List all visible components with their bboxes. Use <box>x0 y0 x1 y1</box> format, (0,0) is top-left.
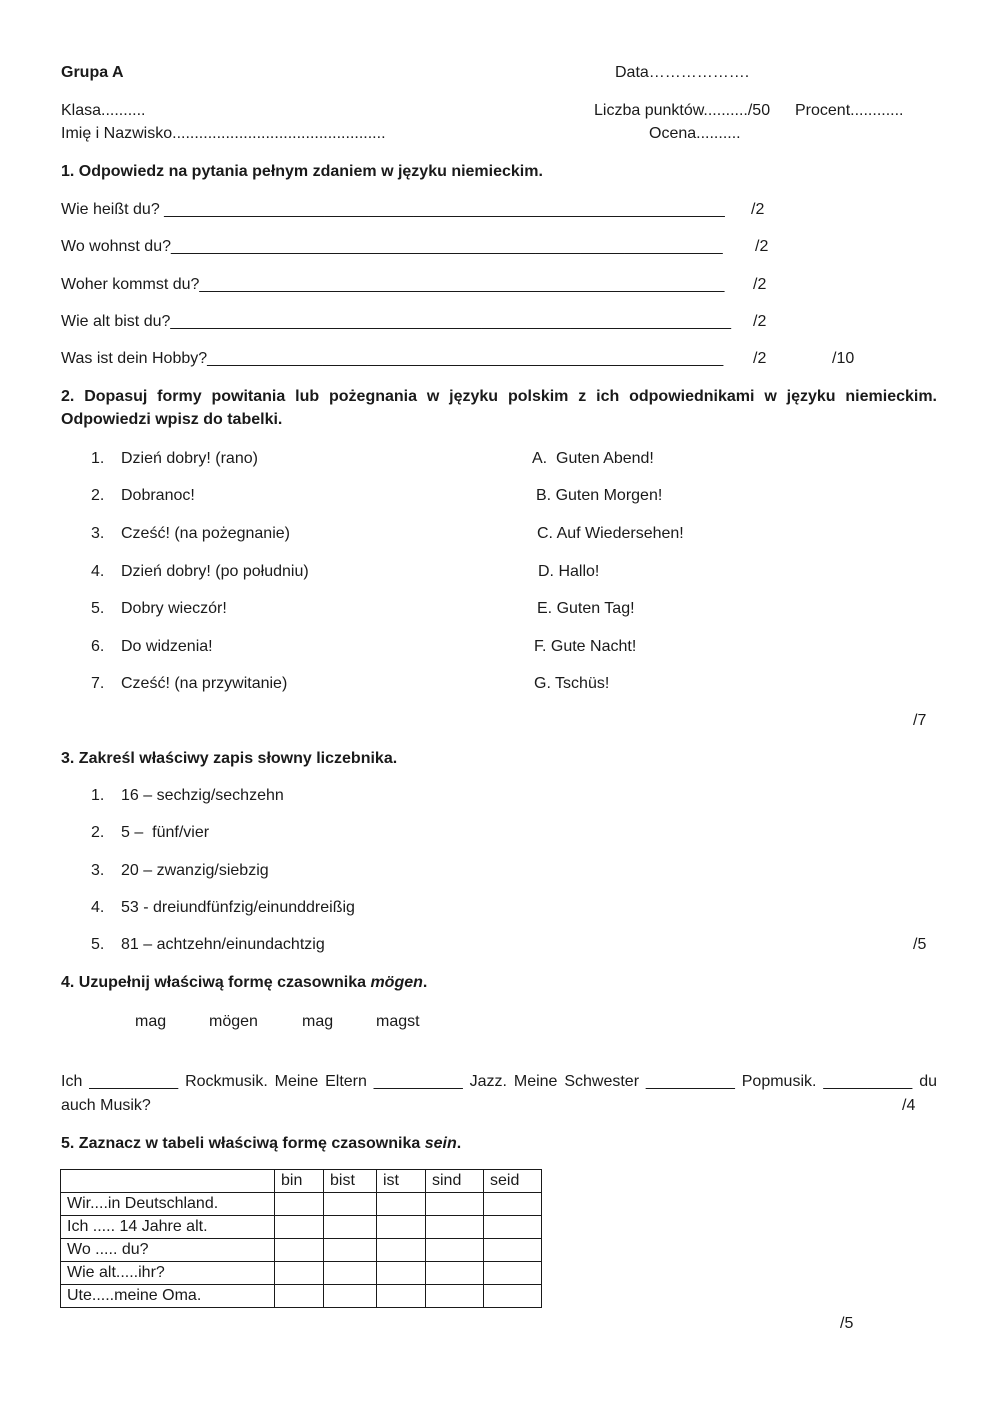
table-row <box>61 1262 542 1285</box>
task3-num-2: 2. <box>91 824 105 841</box>
answer-cell[interactable] <box>324 1239 377 1262</box>
task2-right-item-a: A. Guten Abend! <box>532 450 654 467</box>
task2-left-num-2: 2. <box>91 487 105 504</box>
task1-total: /10 <box>832 350 855 367</box>
task1-question-4[interactable]: Wie alt bist du?_______________________________________________________________ <box>61 313 731 330</box>
task2-title-line2: Odpowiedzi wpisz do tabelki. <box>61 411 283 428</box>
task2-right-item-d: D. Hallo! <box>538 563 600 580</box>
answer-cell[interactable] <box>426 1239 484 1262</box>
column-header-bist: bist <box>324 1170 377 1193</box>
task2-left-num-5: 5. <box>91 600 105 617</box>
column-header-sind: sind <box>426 1170 484 1193</box>
row-sentence: Wo ..... du? <box>61 1239 275 1262</box>
task3-num-1: 1. <box>91 787 105 804</box>
task1-title: 1. Odpowiedz na pytania pełnym zdaniem w języku niemieckim. <box>61 163 543 180</box>
percent-field[interactable]: Procent............ <box>795 102 904 119</box>
task2-left-num-3: 3. <box>91 525 105 542</box>
task4-title-verb: mögen <box>370 974 423 991</box>
task2-right-item-f: F. Gute Nacht! <box>534 638 637 655</box>
task2-left-item-7: Cześć! (na przywitanie) <box>121 675 288 692</box>
task1-points-5: /2 <box>753 350 767 367</box>
task4-title <box>61 973 427 993</box>
name-field[interactable]: Imię i Nazwisko................................................ <box>61 125 386 142</box>
task1-points-2: /2 <box>755 238 769 255</box>
task4-word-1: mag <box>135 1013 167 1030</box>
task5-title <box>61 1134 461 1154</box>
group-label: Grupa A <box>61 64 124 81</box>
answer-cell[interactable] <box>377 1239 426 1262</box>
task2-left-item-6: Do widzenia! <box>121 638 213 655</box>
task2-right-item-b: B. Guten Morgen! <box>536 487 663 504</box>
task2-left-item-3: Cześć! (na pożegnanie) <box>121 525 290 542</box>
task5-title-verb: sein <box>424 1135 457 1152</box>
task5-total: /5 <box>840 1315 854 1332</box>
answer-cell[interactable] <box>426 1193 484 1216</box>
column-header-seid: seid <box>484 1170 542 1193</box>
task3-item-3[interactable]: 20 – zwanzig/siebzig <box>121 862 269 879</box>
task1-points-3: /2 <box>753 276 767 293</box>
answer-cell[interactable] <box>324 1216 377 1239</box>
task1-question-3[interactable]: Woher kommst du?___________________________________________________________ <box>61 276 725 293</box>
task2-title: 2. Dopasuj formy powitania lub pożegnania w języku polskim z ich odpowiednikami w języku niemieckim. <box>61 388 937 405</box>
task2-right-item-g: G. Tschüs! <box>534 675 610 692</box>
task1-question-5[interactable]: Was ist dein Hobby?__________________________________________________________ <box>61 350 724 367</box>
task4-word-3: mag <box>302 1013 334 1030</box>
table-row <box>61 1285 542 1308</box>
class-field[interactable]: Klasa.......... <box>61 102 146 119</box>
task2-left-num-4: 4. <box>91 563 105 580</box>
table-row <box>61 1239 542 1262</box>
sein-table <box>60 1169 542 1308</box>
answer-cell[interactable] <box>275 1285 324 1308</box>
answer-cell[interactable] <box>426 1262 484 1285</box>
row-sentence: Wir....in Deutschland. <box>61 1193 275 1216</box>
grade-field[interactable]: Ocena.......... <box>649 125 741 142</box>
answer-cell[interactable] <box>275 1216 324 1239</box>
task4-word-2: mögen <box>209 1013 258 1030</box>
row-sentence: Ute.....meine Oma. <box>61 1285 275 1308</box>
table-row <box>61 1193 542 1216</box>
task2-right-item-e: E. Guten Tag! <box>537 600 635 617</box>
task1-points-4: /2 <box>753 313 767 330</box>
task2-left-item-1: Dzień dobry! (rano) <box>121 450 258 467</box>
answer-cell[interactable] <box>484 1193 542 1216</box>
points-field[interactable]: Liczba punktów........../50 <box>594 102 771 119</box>
answer-cell[interactable] <box>275 1262 324 1285</box>
task4-sentence-line1[interactable]: Ich __________ Rockmusik. Meine Eltern __________ Jazz. Meine Schwester __________ Popmusik. __________ du <box>61 1073 937 1090</box>
answer-cell[interactable] <box>324 1285 377 1308</box>
table-corner-cell <box>61 1170 275 1193</box>
task3-total: /5 <box>913 936 927 953</box>
task4-title-prefix: 4. Uzupełnij właściwą formę czasownika <box>61 974 371 991</box>
task3-num-3: 3. <box>91 862 105 879</box>
task3-num-5: 5. <box>91 936 105 953</box>
task3-title: 3. Zakreśl właściwy zapis słowny liczebnika. <box>61 750 398 767</box>
answer-cell[interactable] <box>377 1285 426 1308</box>
answer-cell[interactable] <box>484 1285 542 1308</box>
task5-title-suffix: . <box>456 1135 462 1152</box>
date-field[interactable]: Data………………. <box>615 64 750 81</box>
row-sentence: Wie alt.....ihr? <box>61 1262 275 1285</box>
task1-question-2[interactable]: Wo wohnst du?______________________________________________________________ <box>61 238 723 255</box>
task1-points-1: /2 <box>751 201 765 218</box>
task2-left-item-5: Dobry wieczór! <box>121 600 227 617</box>
answer-cell[interactable] <box>275 1193 324 1216</box>
task1-question-1[interactable]: Wie heißt du? _______________________________________________________________ <box>61 201 725 218</box>
answer-cell[interactable] <box>377 1193 426 1216</box>
task5-title-prefix: 5. Zaznacz w tabeli właściwą formę czasownika <box>61 1135 425 1152</box>
answer-cell[interactable] <box>426 1216 484 1239</box>
task3-item-2[interactable]: 5 – fünf/vier <box>121 824 210 841</box>
answer-cell[interactable] <box>484 1239 542 1262</box>
task2-right-item-c: C. Auf Wiedersehen! <box>537 525 684 542</box>
row-sentence: Ich ..... 14 Jahre alt. <box>61 1216 275 1239</box>
column-header-ist: ist <box>377 1170 426 1193</box>
task2-left-num-6: 6. <box>91 638 105 655</box>
task4-title-suffix: . <box>422 974 428 991</box>
answer-cell[interactable] <box>484 1216 542 1239</box>
task2-total: /7 <box>913 712 927 729</box>
task2-left-item-2: Dobranoc! <box>121 487 195 504</box>
task3-item-1[interactable]: 16 – sechzig/sechzehn <box>121 787 284 804</box>
task4-word-4: magst <box>376 1013 420 1030</box>
task4-sentence-line2: auch Musik? <box>61 1097 151 1114</box>
answer-cell[interactable] <box>377 1262 426 1285</box>
task2-left-num-1: 1. <box>91 450 105 467</box>
task2-left-item-4: Dzień dobry! (po południu) <box>121 563 309 580</box>
answer-cell[interactable] <box>377 1216 426 1239</box>
task2-left-num-7: 7. <box>91 675 105 692</box>
task3-item-4[interactable]: 53 - dreiundfünfzig/einunddreißig <box>121 899 355 916</box>
column-header-bin: bin <box>275 1170 324 1193</box>
table-row <box>61 1216 542 1239</box>
task3-num-4: 4. <box>91 899 105 916</box>
answer-cell[interactable] <box>324 1262 377 1285</box>
answer-cell[interactable] <box>484 1262 542 1285</box>
answer-cell[interactable] <box>426 1285 484 1308</box>
answer-cell[interactable] <box>275 1239 324 1262</box>
task4-total: /4 <box>902 1097 916 1114</box>
answer-cell[interactable] <box>324 1193 377 1216</box>
task3-item-5[interactable]: 81 – achtzehn/einundachtzig <box>121 936 325 953</box>
table-header-row <box>61 1170 542 1193</box>
